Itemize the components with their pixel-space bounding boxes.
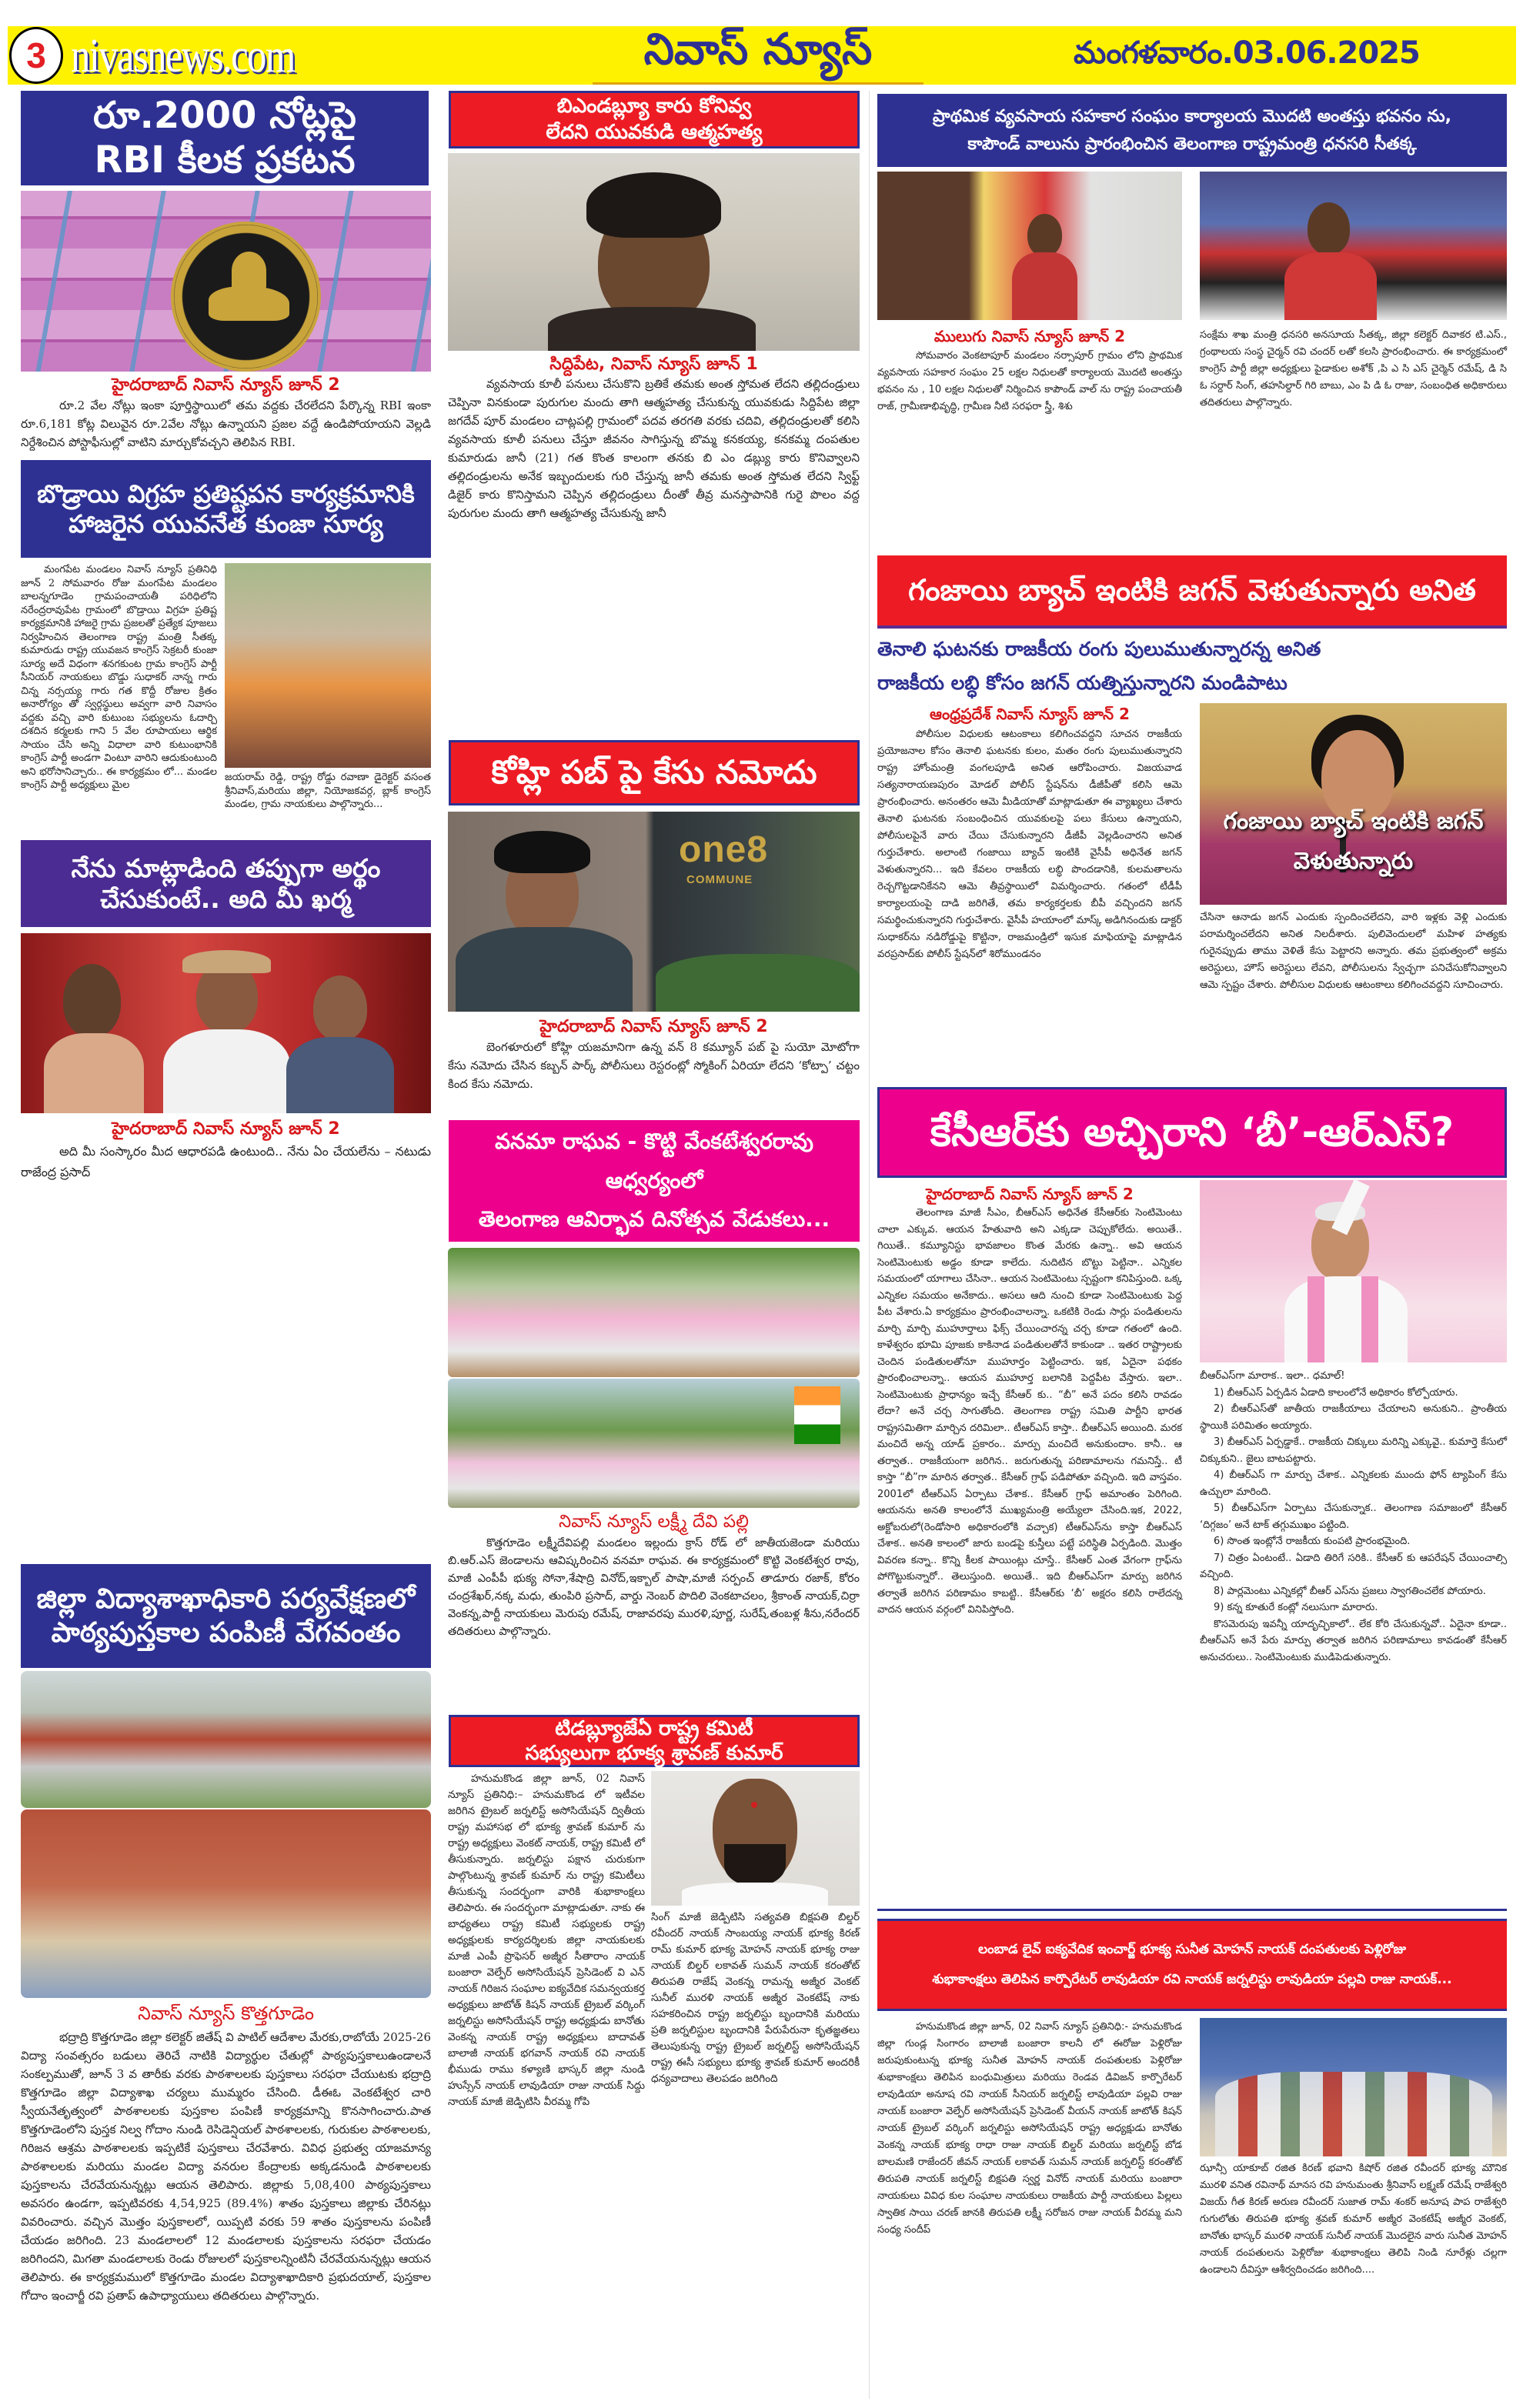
photo-shravan-kumar <box>651 1771 860 1906</box>
photo-formation-rally <box>448 1248 860 1377</box>
kcr-list-intro: బీఆర్ఎస్‌గా మారాక.. ఇలా.. ధమాల్! <box>1200 1370 1345 1382</box>
photo-rajendra-stage <box>21 933 431 1113</box>
headline-textbooks-line2: పాఠ్యపుస్తకాల పంపిణీ వేగవంతం <box>51 1616 401 1649</box>
photo-kcr <box>1200 1180 1507 1362</box>
headline-bodrai-line2: హాజరైన యువనేత కుంజా సూర్య <box>68 509 383 539</box>
headline-rbi[interactable] <box>21 91 429 185</box>
headline-shravan-line2: సభ్యులుగా భూక్య శ్రావణ్ కుమార్ <box>525 1742 783 1765</box>
headline-textbooks-line1: జిల్లా విద్యాశాఖాధికారి పర్యవేక్షణలో <box>36 1583 416 1616</box>
photo-rbi-currency <box>21 191 431 372</box>
newspaper-title: నివాస్ న్యూస్ <box>593 28 923 85</box>
dateline-rajendra: హైదరాబాద్ నివాస్ న్యూస్ జూన్ 2 <box>112 1119 340 1139</box>
photo-anitha-caption-line2: వెళుతున్నారు <box>1293 848 1414 875</box>
body-rajendra: అది మీ సంస్కారం మీద ఆధారపడి ఉంటుంది.. నేను ఏం చేయలేను – నటుడు రాజేంద్ర ప్రసాద్ <box>21 1144 431 1179</box>
headline-formation-day[interactable] <box>449 1120 860 1242</box>
headline-shravan-line1: టిడబ్ల్యూజేఏ రాష్ట్ర కమిటీ <box>555 1716 753 1740</box>
headline-bmw-line2: లేదని యువకుడి ఆత్మహత్య <box>546 120 763 144</box>
website-name[interactable]: nivasnews.com <box>71 30 295 82</box>
photo-anitha-caption <box>1200 802 1507 882</box>
headline-formation-line2: తెలంగాణ ఆవిర్భావ దినోత్సవ వేడుకలు... <box>478 1206 830 1232</box>
body-shravan-col2: సింగ్ మాజీ జెడ్పిటిసి సత్యవతి బిక్షపతి బిల్డర్ రవీందర్ నాయక్ సాంబయ్య నాయక్ భూక్య కిరణ్ రామ్ కుమార్ భూక్య మోహన్ నాయక్ భూక్య రాజు నాయక్ బిల్డర్ లకావత్ సుమన్ నాయక్ కరంతోట్ తిరుపతి రాజేష్ వెంకన్న రామన్న అజ్మీర వెంకట్ సునీల్ మురళి నాయక్ అజ్మీర వెంకటేష్ నాకు సహకరించిన రాష్ట్ర జర్నలిస్టు బృందానికి మరియు ప్రతి జర్నలిస్టుల బృందానికి పేరుపేరునా కృతజ్ఞతలు తెలుపుకున్న రాష్ట్ర ట్రైబల్ జర్నలిస్ట్ అసోసియేషన్ రాష్ట్ర ఈసీ సభ్యులు భూక్య శ్రావణ్ కుమార్ అందరికీ ధన్యవాదాలు తెలపడం జరిగింది <box>651 1911 860 2085</box>
photo-bmw-youth <box>448 153 860 351</box>
photo-sitakka-inauguration <box>877 172 1182 320</box>
headline-kohli[interactable]: కోహ్లి పబ్ పై కేసు నమోదు <box>449 740 860 805</box>
photo-anitha <box>1200 703 1507 905</box>
headline-kcr[interactable]: కేసీఆర్‌కు అచ్చిరాని ‘బీ’-ఆర్ఎస్? <box>877 1087 1507 1178</box>
pub-sign-commune: COMMUNE <box>686 873 753 886</box>
dateline-rbi: హైదరాబాద్ నివాస్ న్యూస్ జూన్ 2 <box>112 375 340 395</box>
headline-bodrai[interactable] <box>21 460 431 558</box>
body-rbi: రూ.2 వేల నోట్లు ఇంకా పూర్తిస్థాయిలో తమ వద్దకు చేరలేదని పేర్కొన్న RBI ఇంకా రూ.6,181 కోట్ల విలువైన రూ.2వేల నోట్లు ఉన్నాయని ప్రజల వద్దే ఉండిపోయాయని వెల్లడి నిర్దేశించిన పోస్టాఫీసుల్లో వాటిని మార్చుకోవచ్చని తెలిపిన RBI. <box>21 399 431 449</box>
headline-anniversary-line1: లంబాడ లైవ్ ఐక్యవేదిక ఇంచార్జ్ భూక్య సునీత మోహన్ నాయక్ దంపతులకు పెళ్లిరోజు <box>978 1941 1406 1957</box>
headline-formation-line1: వనమా రాఘవ - కొట్టి వేంకటేశ్వరరావు ఆధ్వర్యంలో <box>495 1129 813 1193</box>
body-anitha-col1: పోలీసుల విధులకు ఆటంకాలు కలిగించవద్దని సూచన రాజకీయ ప్రయోజనాల కోసం తెనాలి ఘటనకు కులం, మతం రంగు పులుముతున్నారని రాష్ట్ర హోంమంత్రి వంగలపూడి అనిత ఆరోపించారు. విజయవాడ సత్యనారాయణపురం మోడల్ పోలీస్ స్టేషన్‌ను డీజీపీతో కలిసి ఆమె ప్రారంభించారు. అనంతరం ఆమె మీడియాతో మాట్లాడుతూ ఈ వ్యాఖ్యలు చేశారు తెనాలి ఘటనకు సంబంధించిన యువకులపై పలు కేసులు ఉన్నాయని, పోలీసులపైనే వారు చేయి చేసుకున్నారని డీజీపీ వెల్లడించారని అనిత గుర్తుచేశారు. అలాంటి గంజాయి బ్యాచ్ ఇంటికి వైసీపీ అధినేత జగన్ వెళుతున్నారని... ఇది కేవలం రాజకీయ లబ్ధి పొందడానికి, కులమతాలను రెచ్చగొట్టడానికేనని ఆమె తీవ్రస్థాయిలో విమర్శించారు. గతంలో టీడీపీ కార్యాలయంపై దాడి జరిగితే, తమ కార్యకర్తలకు బీపీ వచ్చిందని జగన్ సమర్థించుకున్నారని గుర్తుచేశారు. వైసీపీ హయాంలో మాస్క్ అడిగినందుకు డాక్టర్ సుధాకర్‌ను నడిరోడ్డుపై కొట్టినా, రాజమండ్రిలో ఇసుక మాఫియాపై మాట్లాడిన వరప్రసాద్‌కు పోలీస్ స్టేషన్‌లో శిరోముండనం <box>877 729 1182 960</box>
kcr-point: 2) బీఆర్ఎస్‌తో జాతీయ రాజకీయాలు చేయాలని అనుకుని.. ప్రాంతీయ స్థాయికి పరిమితం అయ్యారు. <box>1200 1403 1507 1432</box>
body-bodrai-col1: మంగపేట మండలం నివాస్ న్యూస్ ప్రతినిధి జూన్ 2 సోమవారం రోజు మంగపేట మండలం బాలన్నగూడెం గ్రామపంచాయతీ పరిధిలోని నరేంద్రరావుపేట గ్రామంలో బొడ్రాయి విగ్రహ ప్రతిష్ట కార్యక్రమానికి హాజరై గ్రామ ప్రజలతో ప్రత్యేక పూజలు నిర్వహించిన తెలంగాణ రాష్ట్ర మంత్రి సీతక్క కుమారుడు రాష్ట్ర యువజన కాంగ్రెస్ సెక్రటరీ కుంజా సూర్య అదే విధంగా శనగకుంట గ్రామ కాంగ్రెస్ పార్టీ సీనియర్ నాయకులు బొడ్డు సుధాకర్ నాన్న గారు చిన్న నర్సయ్య గారు గత కొద్దీ రోజుల క్రితం అనారోగ్యం తో స్వర్గస్థులు అవ్వగా వారి నివాసం వద్దకు వచ్చి వారి కుటుంబ సభ్యులను ఓదార్చి దశదిన కర్మలకు గాని 5 వేల రూపాయలు ఆర్థిక సాయం చేసి అన్ని విధాలా వారి కుటుంభానికి కాంగ్రెస్ పార్టీ అండగా వింటూ వారిని ఆదుకుంటుంది అని భరోసానిచ్చారు.. ఈ కార్యక్రమం లో... మండల కాంగ్రెస్ పార్టీ అధ్యక్షులు మైల <box>21 564 217 791</box>
body-anitha-col2: చేసినా ఆనాడు జగన్ ఎందుకు స్పందించలేదని, వారి ఇళ్లకు వెళ్లి ఎందుకు పరామర్శించలేదని అనిత నిలదీశారు. పులివెందులలో మహిళ హత్యకు గురైనప్పుడు తాము వెళితే కేసు పెట్టారని అన్నారు. తమ ప్రభుత్వంలో అక్రమ అరెస్టులు, హౌస్ అరెస్టులు లేవని, పోలీసులను స్వేచ్ఛగా పనిచేసుకోనివ్వాలని ఆమె స్పష్టం చేశారు. పోలీసుల విధులకు ఆటంకాలు కలిగించవద్దని సూచించారు. <box>1200 912 1507 991</box>
kcr-point: 3) బీఆర్ఎస్ ఏర్పడ్డాకే.. రాజకీయ చిక్కులు మరిన్ని ఎక్కువై.. కుమార్తె కేసులో చిక్కుకుని.. జైలు బాటపట్టారు. <box>1200 1436 1507 1465</box>
kcr-point: 4) బీఆర్ఎస్ గా మార్పు చేశాక.. ఎన్నికలకు ముందు ఫోన్ ట్యాపింగ్ కేసు ఉచ్చులా మారింది. <box>1200 1469 1507 1498</box>
dateline-anitha: ఆంధ్రప్రదేశ్ నివాస్ న్యూస్ జూన్ 2 <box>930 705 1130 723</box>
headline-rbi-line1: రూ.2000 నోట్లపై <box>93 93 356 137</box>
dateline-textbooks: నివాస్ న్యూస్ కొత్తగూడెం <box>137 2003 315 2024</box>
body-sitakka-col2: సంక్షేమ శాఖ మంత్రి ధనసరి అనసూయ సీతక్క, జిల్లా కలెక్టర్ దివాకర టి.ఎస్., గ్రంథాలయ సంస్థ చైర్మన్ రవి చందర్ లతో కలసి ప్రారంభించారు. ఈ కార్యక్రమంలో కాంగ్రెస్ పార్టీ జిల్లా అధ్యక్షులు పైడాకుల అశోక్ ,పి ఎ సి ఎస్ చైర్మెన్ రమేష్, డి సి ఓ సర్దార్ సింగ్, తహసిల్దార్ గిరి బాబు, ఎం పి డి ఓ రాజు, సంబంధిత అధికారులు తదితరులు పాల్గొన్నారు. <box>1200 329 1507 409</box>
headline-bmw-line1: బిఎండబ్ల్యూ కారు కోనివ్వ <box>556 94 752 118</box>
headline-sitakka[interactable] <box>877 94 1507 167</box>
photo-formation-flag <box>448 1379 860 1508</box>
body-anniversary-col2: ఝాన్సీ యాకూబ్ రజిత కిరణ్ భవాని కిషోర్ రజిత రవీందర్ భూక్య మౌనిక మురళి వనిత రవినాథ్ మానస రవి హనుమంతు శ్రీనివాస్ లక్ష్మణ్ రమేష్ రాజేశ్వరి విజయ్ గీత కిరణ్ అరుణ రవీందర్ సుజాత రామ్ శంకర్ అనూష పాప రాజేశ్వరి గుగులోతు తిరుపతి భూక్య శ్రవణ్ కుమార్ అజ్మీర వెంకటేష్ అజ్మీర వెంకట్, బానోతు భాస్కర్ మురళి నాయక్ సునీల్ నాయక్ మొదలైన వారు సునీత మోహన్ నాయక్ దంపతులను పెళ్లిరోజు శుభాకాంక్షలు తెలిపి నిండి నూరేళ్లు చల్లగా ఉండాలని దీవిస్తూ ఆశీర్వదించడం జరిగింది.... <box>1200 2163 1507 2276</box>
page-number-badge: 3 <box>9 27 63 84</box>
column-divider <box>869 91 870 2399</box>
headline-shravan[interactable] <box>449 1715 860 1767</box>
photo-anitha-caption-line1: గంజాయి బ్యాచ్ ఇంటికి జగన్ <box>1223 808 1484 835</box>
headline-sitakka-line1: ప్రాథమిక వ్యవసాయ సహకార సంఘం కార్యాలయ మొదటి అంతస్తు భవనం ను, <box>933 107 1451 127</box>
headline-bodrai-line1: బొడ్రాయి విగ్రహ ప్రతిష్టపన కార్యక్రమానికి <box>37 479 415 509</box>
dateline-sitakka: ములుగు నివాస్ న్యూస్ జూన్ 2 <box>934 327 1126 345</box>
headline-rajendra-line2: చేసుకుంటే.. అది మీ ఖర్మ <box>100 883 352 914</box>
rbi-seal-icon <box>171 222 321 372</box>
subhead-anitha <box>877 632 1507 700</box>
edition-date: మంగళవారం.03.06.2025 <box>1074 35 1420 71</box>
body-bmw: వ్యవసాయ కూలీ పనులు చేసుకొని బ్రతికే తమకు అంత స్తోమత లేదని తల్లిదండ్రులు చెప్పినా వినకుండా పురుగుల మందు తాగి ఆత్మహత్య చేసుకున్న యువకుడు సిద్దిపేట జిల్లా జగదేవ్ పూర్ మండలం చాట్లపల్లి గ్రామంలో పదవ తరగతి వరకు చదివి, తల్లిదండ్రులతో కలిసి వ్యవసాయ కూలీ పనులు చేస్తూ జీవనం సాగిస్తున్న బొమ్మ కనకయ్య, కనకమ్మ దంపతుల కుమారుడు జానీ (21) గత కొంత కాలంగా తనకు బి ఎం డబ్ల్యు కారు కొనివ్వాలని తల్లిదండ్రులను అనేక ఇబ్బందులకు గురి చేస్తున్న జానీ తమకు అంత స్తోమత లేదని స్విఫ్ట్ డిజైర్ కారు కొనిస్తామని చెప్పిన తల్లిదండ్రులు దీంతో తీవ్ర మనస్తాపానికి గురై పొలం వద్ద పురుగుల మందు తాగి ఆత్మహత్య చేసుకున్న జానీ <box>448 377 860 520</box>
kcr-point: 6) సొంత ఇంట్లోనే రాజకీయ కుంపటి ప్రారంభమైంది. <box>1214 1536 1411 1547</box>
kcr-point: 7) చిత్రం ఏంటంటే.. ఏడాది తిరిగే సరికి.. కేసీఆర్ కు ఆపరేషన్ చేయించాల్సి వచ్చింది. <box>1200 1552 1507 1580</box>
kcr-point: 1) బీఆర్ఎస్ ఏర్పడిన ఏడాది కాలంలోనే అధికారం కోల్పోయారు. <box>1214 1386 1458 1399</box>
dateline-kohli: హైదరాబాద్ నివాస్ న్యూస్ జూన్ 2 <box>539 1017 768 1036</box>
body-textbooks: భద్రాద్రి కొత్తగూడెం జిల్లా కలెక్టర్ జితేష్ వి పాటిల్ ఆదేశాల మేరకు,రాబోయే 2025-26 విద్యా సంవత్సరం బడులు తెరిచే నాటికి విద్యార్థుల చేతుల్లో పాఠ్యపుస్తకాలుఉండాలనే సంకల్పముతో, జూన్ 3 వ తారీకు వరకు పాఠశాలలకు పుస్తకాలు సరఫరా చేయుటకు భద్రాద్రి కొత్తగూడెం జిల్లా విద్యాశాఖ చర్యలు ముమ్మరం చేసింది. డీఈఓ వెంకటేశ్వర చారి స్వీయనేతృత్వంలో పాఠశాలలకు పుస్తకాల పంపిణీ కార్యక్రమాన్ని కొనసాగించారు.పాత కొత్తగూడెంలోని పుస్తక నిల్వ గోదాం నుండి రెసిడెన్షియల్ పాఠశాలలకు, గురుకుల పాఠశాలలకు, గిరిజన ఆశ్రమ పాఠశాలలకు ఇప్పటికే పుస్తకాలు చేరవేశారు. వివిధ ప్రభుత్వ యాజమాన్య పాఠశాలలకు మరియు మండల విద్యా వనరుల కేంద్రాలకు అక్కడనుండి పాఠశాలలకు పుస్తకాలను చేరవేయనున్నట్లు ఆయన తెలిపారు. జిల్లాకు 5,08,400 పాఠ్యపుస్తకాలు అవసరం ఉండగా, ఇప్పటివరకు 4,54,925 (89.4%) శాతం పుస్తకాలు జిల్లాకు చేరినట్లు వివరించారు. వచ్చిన మొత్తం పుస్తకాలలో, యిప్పటి వరకు 59 శాతం పుస్తకాలను పంపిణీ చేయడం జరిగింది. 23 మండలాలలో 12 మండలాలకు పుస్తకాలను సరఫరా చేయడం జరిగిందని, మిగతా మండలాలకు రెండు రోజులలో పుస్తకాలన్నింటినీ చేరవేయనున్నట్లు ఆయన తెలిపారు. ఈ కార్యక్రమములో కొత్తగూడెం మండల విద్యాశాఖాదికారి ప్రభుదయాల్, పుస్తకాల గోదాం ఇంచార్జీ రవి ప్రతాప్ ఉపాధ్యాయులు తదితరులు పాల్గొన్నారు. <box>21 2030 431 2303</box>
kcr-point: 8) పార్లమెంటు ఎన్నికల్లో బీఆర్ ఎస్‌ను ప్రజలు స్వాగతించలేక పోయారు. <box>1214 1585 1486 1597</box>
photo-kohli-pub <box>448 812 860 1012</box>
pub-sign-one8: one8 <box>679 829 769 870</box>
body-sitakka-col1: సోమవారం వెంకటాపూర్ మండలం నర్సాపూర్ గ్రామం లోని ప్రాథమిక వ్యవసాయ సహకార సంఘం 25 లక్షల నిధులతో కార్యాలయ మొదటి అంతస్తు భవనం ను , 10 లక్షల నిధులతో నిర్మించిన కాపౌండ్ వాల్ ను రాష్ట్ర పంచాయతీ రాజ్, గ్రామీణాభివృద్ధి, గ్రామీణ నీటి సరఫరా స్త్రీ, శిశు <box>877 350 1182 412</box>
photo-bodrai-crowd <box>225 563 431 768</box>
headline-rajendra-line1: నేను మాట్లాడింది తప్పుగా అర్థం <box>71 852 381 883</box>
dateline-kcr: హైదరాబాద్ నివాస్ న్యూస్ జూన్ 2 <box>926 1185 1134 1203</box>
subhead-anitha-line2: రాజకీయ లబ్ధి కోసం జగన్ యత్నిస్తున్నారని మండిపాటు <box>877 672 1288 694</box>
headline-rajendra[interactable] <box>21 840 431 927</box>
headline-anitha[interactable]: గంజాయి బ్యాచ్ ఇంటికి జగన్ వెళుతున్నారు అనిత <box>877 555 1507 629</box>
photo-anniversary-group <box>1200 2018 1507 2156</box>
body-bodrai-col2: జయరామ్ రెడ్డి, రాష్ట్ర రోడ్డు రవాణా డైరెక్టర్ వసంత శ్రీనివాస్,మరియు జిల్లా, నియోజకవర్గ, బ్లాక్ కాంగ్రెస్ మండల, గ్రామ నాయకులు పాల్గొన్నారు... <box>225 772 431 810</box>
body-anniversary-col1: హనుమకొండ జిల్లా జూన్, 02 నివాస్ న్యూస్ ప్రతినిధి:- హనుమకొండ జిల్లా గుండ్ల సింగారం బాలాజీ బంజారా కాలనీ లో ఈరోజు పెళ్లిరోజు జరుపుకుంటున్న భూక్య సునీత మోహన్ నాయక్ దంపతులకు పెళ్లిరోజు శుభాకాంక్షలు తెలిపిన బంధుమిత్రులు మరియు రెండవ డివిజన్ కార్పొరేటర్ లావుడియా అనూష రవి నాయక్ సీనియర్ జర్నలిస్ట్ లావుడియా పల్లవి రాజు నాయక్ బంజారా వెల్ఫేర్ అసోసియేషన్ ప్రెసిడెంట్ వీయన్ నాయక్ జాటోత్ కిషన్ నాయక్ ట్రైబల్ వర్కింగ్ జర్నలిస్టు అసోసియేషన్ రాష్ట్ర అధ్యక్షుడు బానోతు వెంకన్న నాయక్ భూక్య రాధా రాజు నాయక్ బిల్డర్ మరియు జర్నలిస్ట్ బోడ బాలమణి రాజేందర్ జీవన్ నాయక్ లకావత్ సుమన్ నాయక్ జర్నలిస్ట్ కరంతోట్ తిరుపతి నాయక్ జర్నలిస్ట్ బిక్షపతి స్వర్ణ వినోద్ నాయక్ మరియు బంజారా నాయకులు వివిధ కుల సంఘాల నాయకులు రాజకీయ పార్టీ నాయకులు పిల్లలు స్వాతిక సాయి చరణ్ జానకి తిరుపతి లక్ష్మీ సరోజన రాజు నాయక్ వీరమ్మ మని సంధ్య సందీప్ <box>877 2021 1182 2236</box>
indian-flag-icon <box>794 1386 840 1444</box>
photo-textbooks-officials <box>21 1809 431 1998</box>
body-kohli: బెంగళూరులో కోహ్లి యజమానిగా ఉన్న వన్ 8 కమ్యూన్ పబ్ పై సుయో మోటోగా కేసు నమోదు చేసిన కబ్బన్ పార్క్ పోలీసులు రెస్టరంట్లో స్మోకింగ్ ఏరియా లేదని ‘కోట్పా’ చట్టం కింద కేసు నమోదు. <box>448 1040 860 1091</box>
dateline-bmw: సిద్దిపేట, నివాస్ న్యూస్ జూన్ 1 <box>549 355 758 374</box>
dateline-formation: నివాస్ న్యూస్ లక్ష్మీ దేవి పల్లి <box>559 1512 749 1532</box>
headline-sitakka-line2: కాపౌండ్ వాలును ప్రారంభించిన తెలంగాణ రాష్ట్రమంత్రి ధనసరి సీతక్క <box>967 134 1417 154</box>
kcr-points-list <box>1200 1368 1507 1666</box>
body-shravan-col1: హనుమకొండ జిల్లా జూన్, 02 నివాస్ న్యూస్ ప్రతినిధి:– హనుమకొండ లో ఇటీవల జరిగిన ట్రైబల్ జర్నలిస్ట్ అసోసియేషన్ ద్వితీయ రాష్ట్ర మహాసభ లో భూక్య శ్రావణ్ కుమార్ ను రాష్ట్ర అధ్యక్షులు వెంకట్ నాయక్, రాష్ట్ర కమిటీ లో తీసుకున్నారు. జర్నలిస్టు పక్షాన చురుకుగా పాల్గొంటున్న శ్రావణ్ కుమార్ ను రాష్ట్ర కమిటీలు తీసుకున్న సందర్భంగా వారికి శుభాకాంక్షలు తెలిపారు. ఈ సందర్భంగా మాట్లాడుతూ. నాకు ఈ బాధ్యతలు రాష్ట్ర కమిటీ సభ్యులకు రాష్ట్ర అధ్యక్షులకు కార్యదర్శిలకు జిల్లా నాయకులకు మాజీ ఎంపీ ప్రొఫెసర్ అజ్మీర సీతారాం నాయక్ బంజారా వెల్ఫేర్ అసోసియేషన్ ప్రెసిడెంట్ వి ఎన్ నాయక్ గిరిజన సంఘాల ఐక్యవేదిక సమన్వయకర్త అధ్యక్షులు జాటోత్ కిషన్ నాయక్ ట్రైబల్ వర్కింగ్ జర్నలిస్టు అసోసియేషన్ రాష్ట్ర అధ్యక్షుడు బానోతు వెంకన్న నాయక్ రాష్ట్ర అధ్యక్షులు బాదావత్ బాలాజీ నాయక్ భగవాన్ నాయక్ రవి నాయక్ భీముడు రాము కళ్యాణి భాస్కర్ జిల్లా నుండి హుస్సేన్ నాయక్ లావుడియా రాజు నాయక్ సిద్దు నాయక్ మాజీ జెడ్పిటిసి వీరమ్మ గోపి <box>448 1773 646 2108</box>
headline-textbooks[interactable] <box>21 1564 431 1668</box>
body-kcr-col1: తెలంగాణ మాజీ సీఎం, బీఆర్ఎస్ అధినేత కేసీఆర్‌కు సెంటిమెంటు చాలా ఎక్కువ. ఆయన హేతువాది అని ఎక్కడా చెప్పుకోలేదు. అయితే.. గియితే.. కమ్యూనిస్టు భావజాలం కొంత మేరకు ఉన్నా.. అవి ఆయన సెంటిమెంటుకు అడ్డం కూడా కాలేదు. నుదిటిన బొట్టు పెట్టినా.. ఎన్నికల సమయంలో యాగాలు చేసినా.. ఆయన సెంటిమెంటు స్పష్టంగా కనిపిస్తుంది. ఒక్క ఎన్నికల సమయం అనేకాదు.. అసలు ఆది నుంచి కూడా సెంటిమెంటుకు పెద్ద పీట వేశారు.ఏ కార్యక్రమం ప్రారంభించాలన్నా. ఒకటికి రెండు సార్లు పండితులను మార్చి మార్చి ముహూర్తాలు ఫిక్స్ చేయించారన్న చర్చ కూడా గతంలో ఉంది. కాళేశ్వరం భూమి పూజకు కాకినాడ పండితులతోనే కాకుండా .. ఇతర రాష్ట్రాలకు చెందిన పండితులతోనూ ముహూర్తం పెట్టించారు. ఇక, ఏదైనా పథకం ప్రారంభించాలన్నా.. ఆయన ముహూర్త బలానికి పెద్దపీట వేస్తారు. ఇలా.. సెంటిమెంటుకు ప్రాధాన్యం ఇచ్చే కేసీఆర్ కు.. “బీ” అనే పదం కలిసి రావడం లేదా? అనే చర్చ సాగుతోంది. తెలంగాణ రాష్ట్ర సమితి పార్టీని భారత రాష్ట్రసమితిగా మార్చిన దరిమిలా.. టీఆర్ఎస్ కాస్తా.. బీఆర్ఎస్ అయింది. మరక మంచిదే అన్న యాడ్ ప్రకారం.. మార్పు మంచిదే అనుకుందాం. కానీ.. ఆ తర్వాత.. రాజకీయంగా జరిగిన.. జరుగుతున్న పరిణామాలను గమనిస్తే.. టీ కాస్తా “బీ”గా మారిన తర్వాత.. కేసీఆర్ గ్రాఫ్ పడిపోతూ వచ్చింది. ఇది వాస్తవం. 2001లో టీఆర్ఎస్ ఏర్పాటు చేశాక.. కేసీఆర్ గ్రాఫ్ అమాంతం పెరిగింది. ఆయనను అనతి కాలంలోనే ముఖ్యమంత్రి అయ్యేలా చేసింది.ఇక, 2022, అక్టోబరులో(రెండోసారి అధికారంలోకి వచ్చాక) టీఆర్ఎస్‌ను కాస్తా బీఆర్ఎస్ చేశాక.. అనతి కాలంలో జారు బండపై కుస్తీలు పట్టే పరిస్థితి ఏర్పడింది. మొత్తం వివరణ కన్నా.. కొన్ని కీలక పాయింట్లు చూస్తే.. కేసీఆర్ ఎంత వేగంగా గ్రాఫ్‌ను పోగొట్టుకున్నారో.. తెలుస్తుంది. అయితే.. ఇది బీఆర్ఎస్‌గా మార్పు జరిగిన తర్వాతే జరిగిన పరిణామం కాబట్టి.. కేసీఆర్‌కు ‘బీ’ అక్షరం కలిసి రాలేదన్న వాదన ఆయన వర్గంలో వినిపిస్తోంది. <box>877 1207 1182 1616</box>
kcr-point: 5) బీఆర్ఎస్‌గా ఏర్పాటు చేసుకున్నాక.. తెలంగాణ సమాజంలో కేసీఆర్ ‘దిగ్గజం’ అనే టాక్ తగ్గుముఖం పట్టింది. <box>1200 1502 1507 1531</box>
headline-anniversary[interactable] <box>877 1919 1507 2011</box>
photo-sitakka-speech <box>1200 172 1507 320</box>
photo-textbooks-truck <box>21 1671 431 1808</box>
subhead-anitha-line1: తెనాలి ఘటనకు రాజకీయ రంగు పులుముతున్నారన్న అనిత <box>877 638 1321 660</box>
headline-bmw[interactable] <box>449 91 860 148</box>
section-divider <box>877 1909 1507 1911</box>
body-formation: కొత్తగూడెం లక్ష్మీదేవిపల్లి మండలం ఇల్లందు క్రాస్ రోడ్ లో జాతీయజెండా మరియు బి.ఆర్.ఎస్ జెండాలను ఆవిష్కరించిన వనమా రాఘవ. ఈ కార్యక్రమంలో కొట్టి వెంకటేశ్వర రావు, మాజీ ఎంపీపీ భుక్య సోనా,శేషాద్రి వినోద్,ఇక్బాల్ పాషా,మాజీ సర్పంచ్ తాడూరు రజాక్, కోరం చంద్రశేఖర్,నక్క మధు, తుంపిరి ప్రసాద్, వార్డు నెంబర్ పొదిలి వెంకటాచలం, శ్రీకాంత్ నాయక్,చిర్రా వెంకన్న,పార్టీ నాయకులు మెరుపు రమేష్, రాజావరపు మురళి,పూర్ణ, సురేష్,తంబళ్ల శీను,నరేందర్ తదితరులు పాల్గొన్నారు. <box>448 1537 860 1638</box>
headline-anniversary-line2: శుభాకాంక్షలు తెలిపిన కార్పొరేటర్ లావుడియా రవి నాయక్ జర్నలిస్టు లావుడియా పల్లవి రాజు నాయక్... <box>932 1972 1452 1987</box>
kcr-closing: కొసమెరుపు ఇవన్నీ యాదృచ్ఛికాలో.. లేక కోరి చేసుకున్నవో.. ఏదైనా కూడా.. బీఆర్ఎస్ అనే పేరు మార్పు తర్వాత జరిగిన పరిణామాలు కావడంతో కేసీఆర్ అనుచరులు.. సెంటిమెంటుకు ముడిపెడుతున్నారు. <box>1200 1618 1507 1663</box>
kcr-point: 9) కన్న కూతురే కంట్లో నలుసుగా మారారు. <box>1214 1602 1378 1613</box>
headline-rbi-line2: RBI కీలక ప్రకటన <box>94 138 356 182</box>
